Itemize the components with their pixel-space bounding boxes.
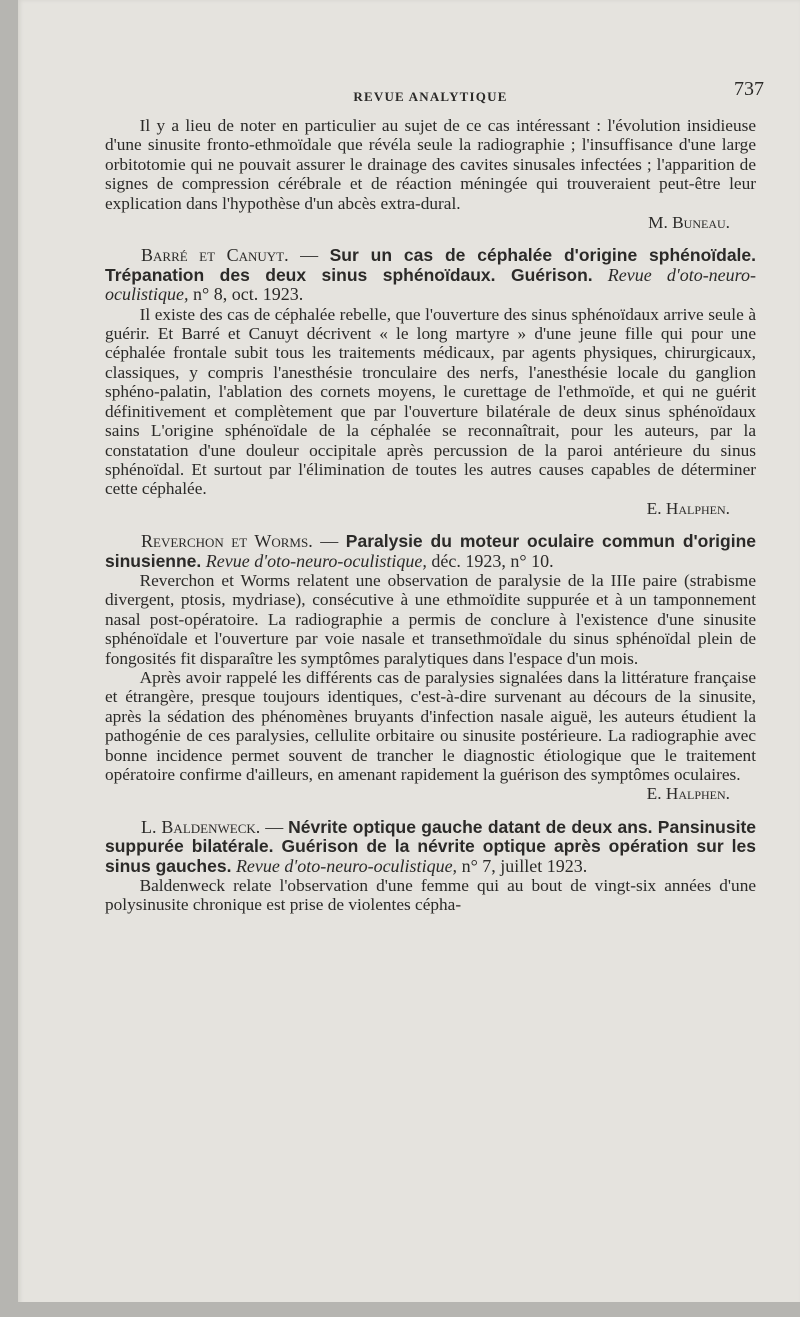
- entry2-heading: [105, 246, 756, 304]
- entry2-paragraph: Il existe des cas de céphalée rebelle, que l'ouverture des sinus sphénoïdaux arrive seule à guérir. Et Barré et Canuyt décrivent « le long martyre » d'une jeune fille qui pour une céphalée frontale subit tous les traitements médicaux, par agents physiques, chirurgicaux, classiques, y compris l'anesthésie tronculaire des nerfs, l'anesthésie locale du ganglion sphéno-palatin, l'ablation des cornets moyens, le curettage de l'ethmoïde, et qui ne guérit définitivement et complètement que par l'ouverture bilatérale de deux sinus sphénoïdaux sains L'origine sphénoïdale de la céphalée se reconnaîtrait, pour les auteurs, par la constatation d'une douleur occipitale après percussion de la paroi antérieure du sinus sphénoïdal. Et surtout par l'élimination de toutes les autres causes capables de déterminer cette céphalée.: [105, 304, 756, 499]
- entry2-authors: Barré et Canuyt.: [141, 245, 289, 266]
- entry4-dash: —: [260, 816, 289, 837]
- page-header: [105, 78, 764, 104]
- entry3-paragraph-1: Reverchon et Worms relatent une observation de paralysie de la IIIe paire (strabisme divergent, ptosis, mydriase), consécutive à une ethmoïdite suppurée et à un tamponnement nasal post-opératoire. La radiographie a permis de conclure à l'existence d'une sinusite sphénoïdale et l'ouverture par voie nasale et transethmoïdale du sinus sphénoïdal plein de fongosités fit disparaître les symptômes paralytiques dans l'espace d'un mois.: [105, 570, 756, 668]
- running-head: REVUE ANALYTIQUE: [353, 89, 508, 104]
- entry3-title: Paralysie du moteur oculaire commun d'origine sinusienne.: [105, 531, 757, 571]
- section1-signature: [105, 213, 756, 232]
- signature-initial: M.: [648, 213, 668, 233]
- entry2-signature: [105, 499, 756, 518]
- entry2-dash: —: [288, 245, 330, 266]
- entry4-journal: Revue d'oto-neuro-oculistique,: [235, 855, 458, 876]
- entry3-citation: déc. 1923, n° 10.: [426, 550, 554, 571]
- entry2-journal: Revue d'oto-neuro-oculistique,: [105, 264, 757, 305]
- signature-name: Halphen.: [665, 784, 730, 804]
- entry4-title: Névrite optique gauche datant de deux ans. Pansinusite suppurée bilatérale. Guérison de la névrite optique après opération sur les sinus gauches.: [105, 816, 757, 876]
- page-content: [105, 78, 764, 915]
- entry4-paragraph: Baldenweck relate l'observation d'une femme qui au bout de vingt-six années d'une polysinusite chronique est prise de violentes cépha-: [105, 876, 756, 915]
- entry3-dash: —: [312, 531, 346, 552]
- page-number: 737: [734, 78, 764, 100]
- entry4-heading: [105, 818, 756, 876]
- entry2-citation: n° 8, oct. 1923.: [188, 284, 304, 305]
- signature-name: Buneau.: [672, 213, 730, 233]
- signature-name: Halphen.: [665, 498, 730, 518]
- entry3-heading: [105, 532, 756, 571]
- entry3-authors: Reverchon et Worms.: [141, 531, 313, 552]
- entry3-signature: [105, 784, 756, 803]
- entry4-authors: L. Baldenweck.: [141, 816, 261, 837]
- signature-initial: E.: [646, 498, 662, 518]
- section1-paragraph: Il y a lieu de noter en particulier au sujet de ce cas intéressant : l'évolution insidieuse d'une sinusite fronto-ethmoïdale que révéla seule la radiographie ; l'insuffisance d'une large orbitotomie qui ne pouvait assurer le drainage des cavites sinusales infectées ; l'apparition de signes de compression cérébrale et de réaction méningée qui trouveraient peut-être leur explication dans l'hypothèse d'un abcès extra-dural.: [105, 116, 756, 213]
- entry3-paragraph-2: Après avoir rappelé les différents cas de paralysies signalées dans la littérature française et étrangère, presque toujours identiques, c'est-à-dire survenant au décours de la sinusite, après la sédation des phénomènes bruyants d'infection nasale aiguë, les auteurs étudient la pathogénie de ces paralysies, cellulite orbitaire ou sinusite postérieure. La radiographie avec bonne incidence permet souvent de trancher le diagnostic étiologique que le traitement opératoire confirme d'ailleurs, en amenant rapidement la guérison des symptômes oculaires.: [105, 667, 756, 784]
- entry2-title: Sur un cas de céphalée d'origine sphénoïdale. Trépanation des deux sinus sphénoïdaux. Guérison.: [105, 245, 757, 285]
- signature-initial: E.: [646, 784, 662, 804]
- entry3-journal: Revue d'oto-neuro-oculistique,: [205, 550, 427, 571]
- scan-bottom-margin: [0, 1302, 800, 1317]
- entry4-citation: n° 7, juillet 1923.: [457, 855, 588, 876]
